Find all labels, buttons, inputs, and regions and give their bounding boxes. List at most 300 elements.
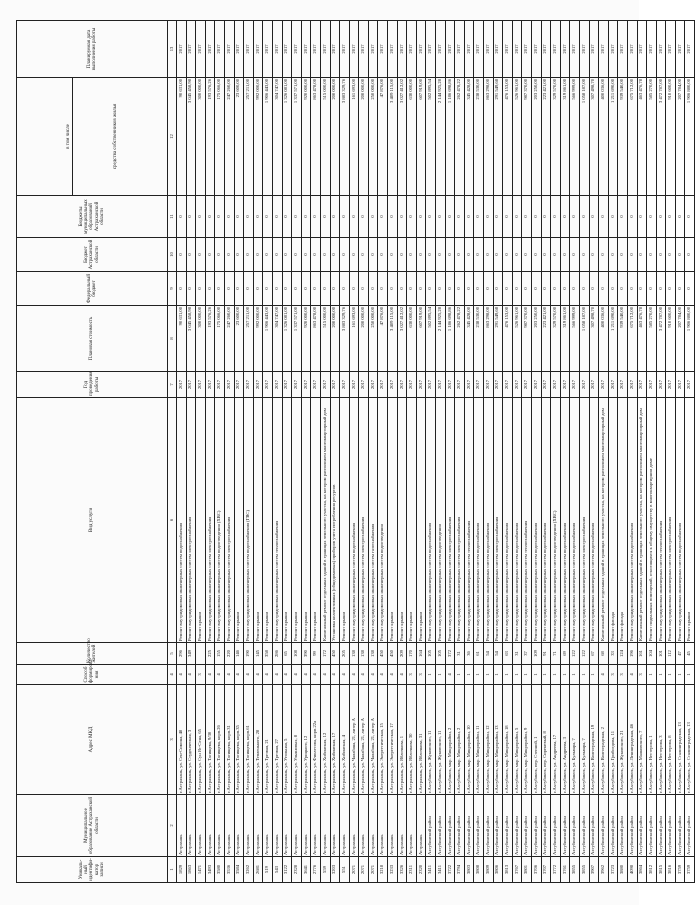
table-cell: 2017 — [205, 21, 215, 78]
table-cell: 390 — [301, 643, 311, 665]
table-cell: 0 — [608, 238, 618, 272]
table-cell: 0 — [608, 196, 618, 238]
table-cell: 0 — [349, 272, 359, 306]
table-cell: 0 — [656, 238, 666, 272]
table-cell: г.Ахтубинск, мкр. Микрорайон, 13 — [493, 685, 503, 795]
table-cell: Капитальный ремонт отдельных зданий в границах земельного участка, на котором расположен многоквартирный дом — [637, 398, 647, 643]
table-cell: 0 — [301, 238, 311, 272]
table-cell: 526 961,00 — [512, 306, 522, 372]
table-cell: г.Астрахань, ул. Энергетическая, 17 — [388, 685, 398, 795]
table-cell: 3 409 115,00 — [388, 306, 398, 372]
table-cell: 2017 — [541, 372, 551, 398]
table-cell: 0 — [253, 272, 263, 306]
table-cell: 526 961,00 — [512, 78, 522, 196]
table-cell: 0 — [407, 238, 417, 272]
table-cell: Астрахань — [368, 795, 378, 857]
table-cell: 0 — [224, 238, 234, 272]
table-cell: 0 — [589, 272, 599, 306]
table-cell: 0 — [388, 196, 398, 238]
table-cell: 2 144 925,28 — [436, 78, 446, 196]
table-cell: Ремонт внутридомовых инженерных систем теплоснабжения — [522, 398, 532, 643]
table-cell: 3767 — [512, 857, 522, 883]
table-cell: 0 — [627, 238, 637, 272]
table-row — [320, 21, 330, 883]
table-cell: 223 421,00 — [541, 78, 551, 196]
table-cell: 0 — [253, 196, 263, 238]
table-cell: 939 540,00 — [618, 306, 628, 372]
table-cell: 0 — [320, 272, 330, 306]
table-cell: 3641 — [301, 857, 311, 883]
table-cell: 0 — [272, 272, 282, 306]
table-cell: 1 211 690,00 — [608, 306, 618, 372]
table-cell: 0 — [455, 272, 465, 306]
table-cell: 0 — [301, 196, 311, 238]
table-cell: 2017 — [541, 21, 551, 78]
table-cell: Астрахань — [330, 795, 340, 857]
table-cell: г.Ахтубинск, мкр. Микрорайон, 11 — [474, 685, 484, 795]
table-cell: Ахтубинский район — [599, 795, 609, 857]
table-cell: 939 540,00 — [618, 78, 628, 196]
table-cell: Ремонт внутридомовых инженерных систем водоснабжения — [570, 398, 580, 643]
table-row — [627, 21, 637, 883]
table-cell: 910 600,00 — [666, 306, 676, 372]
table-row — [484, 21, 494, 883]
table-cell: 54 — [484, 643, 494, 665]
table-cell: 0 — [608, 272, 618, 306]
table-cell: 0 — [378, 272, 388, 306]
table-cell: 1 058 187,00 — [579, 306, 589, 372]
table-row — [340, 21, 350, 883]
table-cell — [196, 643, 206, 665]
table-cell: 0 — [445, 238, 455, 272]
table-cell: 0 — [301, 272, 311, 306]
table-cell: 0 — [512, 272, 522, 306]
table-cell: 2017 — [637, 21, 647, 78]
table-cell: Ахтубинский район — [474, 795, 484, 857]
column-number-row — [168, 21, 177, 883]
table-cell: 250 000,00 — [368, 306, 378, 372]
table-cell: г.Астрахань, ул. Хибинская, 17 — [330, 685, 340, 795]
table-cell: 0 — [637, 196, 647, 238]
table-cell: 0 — [675, 238, 685, 272]
table-cell: 1 — [522, 665, 532, 685]
table-cell: 2017 — [397, 21, 407, 78]
column-number: 4 — [168, 665, 177, 685]
table-cell: Ремонт внутридомовых инженерных систем электроснабжения — [445, 398, 455, 643]
table-cell: 109 — [531, 643, 541, 665]
table-cell: 0 — [493, 196, 503, 238]
table-cell: 0 — [599, 272, 609, 306]
table-cell: 37 — [522, 643, 532, 665]
table-cell: 4 — [320, 665, 330, 685]
header-cell: Бюджет Астраханской области — [17, 238, 168, 272]
table-cell: 3801 — [522, 857, 532, 883]
table-cell: Ремонт крыши — [397, 398, 407, 643]
table-cell: Ахтубинский район — [666, 795, 676, 857]
table-cell: 54 — [493, 643, 503, 665]
table-cell: 0 — [618, 196, 628, 238]
table-row — [436, 21, 446, 883]
table-cell: 2017 — [234, 21, 244, 78]
table-row — [416, 21, 426, 883]
table-row — [234, 21, 244, 883]
column-number: 6 — [168, 398, 177, 643]
table-cell: 2017 — [599, 372, 609, 398]
table-cell: 3 045 458,98 — [186, 78, 196, 196]
table-cell: г.Ахтубинск, мкр. Микрорайон, 5 — [512, 685, 522, 795]
table-cell: 0 — [196, 196, 206, 238]
table-cell: 515 000,00 — [320, 78, 330, 196]
table-cell: 1863 — [186, 857, 196, 883]
table-cell: 450 — [378, 643, 388, 665]
table-row — [445, 21, 455, 883]
table-cell: 1 — [685, 665, 695, 685]
table-cell: Ахтубинский район — [436, 795, 446, 857]
table-cell: 992 000,00 — [253, 78, 263, 196]
table-cell: 161 693,00 — [349, 78, 359, 196]
table-cell: Ахтубинский район — [627, 795, 637, 857]
table-cell: 566 999,00 — [570, 78, 580, 196]
table-cell: Ремонт внутридомовых инженерных систем водоснабжения — [349, 398, 359, 643]
table-header — [17, 21, 177, 883]
table-cell: 0 — [666, 238, 676, 272]
table-cell: 329 570,00 — [551, 306, 561, 372]
table-row — [244, 21, 254, 883]
table-cell: 2017 — [263, 21, 273, 78]
table-cell: 0 — [656, 272, 666, 306]
table-cell: 0 — [177, 196, 187, 238]
table-cell: 200 000,00 — [359, 78, 369, 196]
table-cell: Ахтубинский район — [570, 795, 580, 857]
table-cell: 4 — [263, 665, 273, 685]
table-row — [397, 21, 407, 883]
table-cell: 0 — [685, 272, 695, 306]
table-cell: 104 — [647, 643, 657, 665]
table-row — [301, 21, 311, 883]
table-cell: 0 — [272, 196, 282, 238]
table-row — [378, 21, 388, 883]
table-cell: Астрахань — [224, 795, 234, 857]
table-cell: 65 — [282, 643, 292, 665]
table-cell: Астрахань — [320, 795, 330, 857]
table-cell: 262 478,22 — [455, 78, 465, 196]
table-cell: 0 — [426, 272, 436, 306]
table-cell: 1 — [464, 665, 474, 685]
table-cell: 2017 — [282, 372, 292, 398]
table-cell: 2017 — [340, 372, 350, 398]
table-cell: 2017 — [196, 372, 206, 398]
table-cell: 0 — [311, 238, 321, 272]
table-cell: 0 — [177, 238, 187, 272]
table-row — [637, 21, 647, 883]
table-cell: Астрахань — [177, 795, 187, 857]
table-cell: 675 712,00 — [627, 78, 637, 196]
table-cell: Ремонт фасада — [608, 398, 618, 643]
table-cell: Ремонт крыши — [292, 398, 302, 643]
table-cell: 3864 — [637, 857, 647, 883]
table-cell: 209 — [397, 643, 407, 665]
table-cell: 304 747,00 — [272, 78, 282, 196]
table-cell: 1 — [551, 665, 561, 685]
table-cell: 0 — [388, 272, 398, 306]
table-cell: 0 — [685, 238, 695, 272]
table-cell: 607 919,00 — [416, 78, 426, 196]
table-row — [512, 21, 522, 883]
table-cell: 175 066,00 — [215, 78, 225, 196]
column-number: 9 — [168, 272, 177, 306]
table-cell: 0 — [647, 196, 657, 238]
table-cell: 2017 — [464, 372, 474, 398]
table-cell: 161 693,00 — [349, 306, 359, 372]
table-cell: Астрахань — [388, 795, 398, 857]
table-cell: 0 — [522, 272, 532, 306]
table-cell: 3 472 787,00 — [656, 306, 666, 372]
table-cell: 2017 — [253, 21, 263, 78]
table-cell: Астрахань — [292, 795, 302, 857]
table-cell: 0 — [205, 238, 215, 272]
table-cell: 2017 — [618, 372, 628, 398]
table-cell: г.Ахтубинск, мкр. Микрорайон, 10 — [464, 685, 474, 795]
table-row — [560, 21, 570, 883]
table-cell: 1 906 443,00 — [263, 78, 273, 196]
table-cell: 91 — [541, 643, 551, 665]
table-cell: 0 — [330, 196, 340, 238]
table-cell: 307 498,70 — [589, 306, 599, 372]
table-cell: 4 — [368, 665, 378, 685]
table-cell: 1 — [560, 665, 570, 685]
table-cell: 0 — [416, 196, 426, 238]
table-cell: 2017 — [224, 372, 234, 398]
table-cell: 1 — [503, 665, 513, 685]
table-cell: 304 747,00 — [272, 306, 282, 372]
table-cell: 190 — [244, 643, 254, 665]
column-number: 5 — [168, 643, 177, 665]
table-cell: г.Астрахань, ул. Яблочкова, 30 — [407, 685, 417, 795]
table-cell: 0 — [618, 272, 628, 306]
table-row — [263, 21, 273, 883]
table-cell: 2017 — [647, 21, 657, 78]
table-cell: г.Ахтубинск, ул. Сталинградская, 13 — [685, 685, 695, 795]
table-cell: 2017 — [589, 372, 599, 398]
table-cell: 307 498,70 — [589, 78, 599, 196]
table-cell: 400 036,00 — [599, 78, 609, 196]
table-cell: Ремонт внутридомовых инженерных систем водоснабжения — [177, 398, 187, 643]
table-cell: Ахтубинский район — [551, 795, 561, 857]
table-cell: 4 — [388, 665, 398, 685]
table-cell: 0 — [272, 238, 282, 272]
table-cell: 2017 — [656, 372, 666, 398]
table-row — [426, 21, 436, 883]
table-cell: 2681 — [253, 857, 263, 883]
table-cell: 122 — [570, 643, 580, 665]
table-cell: 0 — [599, 238, 609, 272]
table-cell: Ахтубинский район — [493, 795, 503, 857]
table-row — [349, 21, 359, 883]
table-cell: Ремонт внутридомовых инженерных систем водоотведения (XBC) — [215, 398, 225, 643]
table-cell: 1 — [589, 665, 599, 685]
table-cell: Ремонт внутридомовых инженерных систем электроснабжения — [205, 398, 215, 643]
table-row — [656, 21, 666, 883]
table-cell: 2017 — [685, 372, 695, 398]
table-cell: Ремонт внутридомовых инженерных систем водоснабжения (ГВС) — [244, 398, 254, 643]
table-row — [407, 21, 417, 883]
table-cell: 0 — [244, 272, 254, 306]
table-cell: 3759 — [675, 857, 685, 883]
table-cell: 200 000,00 — [359, 306, 369, 372]
table-cell: 3 — [608, 665, 618, 685]
table-cell: 450 — [330, 643, 340, 665]
table-cell: 2017 — [215, 21, 225, 78]
table-cell: 2017 — [637, 372, 647, 398]
table-cell: 463 476,78 — [637, 78, 647, 196]
table-cell: г.Астрахань, ул. Татищева, 9/30 — [205, 685, 215, 795]
table-cell: 238 530,00 — [474, 78, 484, 196]
table-cell: 2017 — [311, 21, 321, 78]
table-cell: 0 — [282, 196, 292, 238]
table-cell: 4 — [359, 665, 369, 685]
table-cell: 551 — [340, 857, 350, 883]
table-cell: 108 — [292, 643, 302, 665]
table-cell: 3580 — [215, 857, 225, 883]
table-cell: 2017 — [426, 21, 436, 78]
table-cell: 3772 — [551, 857, 561, 883]
table-cell: Ремонт крыши — [301, 398, 311, 643]
table-cell: 0 — [359, 238, 369, 272]
table-cell: 2311 — [407, 857, 417, 883]
table-cell: г.Ахтубинск, ул. Грибоедова, 11 — [608, 685, 618, 795]
table-row — [541, 21, 551, 883]
table-cell: 476 153,00 — [503, 306, 513, 372]
table-cell: Ремонт внутридомовых инженерных систем теплоснабжения — [272, 398, 282, 643]
table-cell: 262 478,22 — [455, 306, 465, 372]
table-cell: 1 906 443,00 — [263, 306, 273, 372]
table-row — [570, 21, 580, 883]
table-row — [589, 21, 599, 883]
table-cell: 0 — [579, 196, 589, 238]
table-cell: 559 — [320, 857, 330, 883]
table-cell: Ремонт крыши — [311, 398, 321, 643]
table-cell: 0 — [599, 196, 609, 238]
table-cell: 3 — [618, 665, 628, 685]
table-cell: Ремонт внутридомовых инженерных систем электроснабжения — [666, 398, 676, 643]
table-cell: Ремонт внутридомовых инженерных систем водоснабжения — [426, 398, 436, 643]
table-cell: 519 — [263, 857, 273, 883]
table-cell: 220 — [224, 643, 234, 665]
table-cell: 207 784,00 — [675, 78, 685, 196]
table-cell: 372 — [445, 643, 455, 665]
table-cell: 0 — [579, 238, 589, 272]
table-cell: 863 298,00 — [484, 306, 494, 372]
table-cell: 4 — [234, 665, 244, 685]
table-cell: 2017 — [301, 21, 311, 78]
table-cell: г.Астрахань, ул. Чалабяна, 21, литер А — [359, 685, 369, 795]
table-cell: 2017 — [416, 21, 426, 78]
table-cell: 0 — [656, 196, 666, 238]
header-cell: Федеральный бюджет — [17, 272, 168, 306]
table-cell: 61 — [474, 643, 484, 665]
table-row — [186, 21, 196, 883]
table-cell: 205 — [340, 643, 350, 665]
table-cell: 0 — [666, 196, 676, 238]
table-cell: 3907 — [589, 857, 599, 883]
table-cell: 105 — [436, 643, 446, 665]
table-row — [253, 21, 263, 883]
table-cell: 0 — [320, 238, 330, 272]
column-number: 1 — [168, 857, 177, 883]
table-cell: Капитальный ремонт отдельных зданий в границах земельного участка, на котором расположен многоквартирный дом — [599, 398, 609, 643]
table-cell: г.Астрахань, ул. Ульяновых, 8 — [292, 685, 302, 795]
column-number: 7 — [168, 372, 177, 398]
table-cell: 203 250,00 — [531, 78, 541, 196]
table-cell: 2071 — [359, 857, 369, 883]
table-cell: 170 — [407, 643, 417, 665]
table-cell: 31 — [512, 643, 522, 665]
table-cell: Астрахань — [301, 795, 311, 857]
table-row — [503, 21, 513, 883]
header-row — [17, 21, 168, 883]
table-cell: 0 — [436, 196, 446, 238]
table-cell: 2017 — [474, 21, 484, 78]
table-cell: Астрахань — [407, 795, 417, 857]
header-cell: Вид услуги — [17, 398, 168, 643]
table-row — [666, 21, 676, 883]
table-cell: Астрахань — [186, 795, 196, 857]
table-cell: 2017 — [253, 372, 263, 398]
table-cell: 502 895,54 — [426, 78, 436, 196]
table-cell: 502 895,54 — [426, 306, 436, 372]
table-cell: 863 478,00 — [311, 306, 321, 372]
table-cell: г.Ахтубинск, ул. Бульвара, 7 — [579, 685, 589, 795]
table-cell: 0 — [541, 272, 551, 306]
table-cell: 920 000,00 — [301, 306, 311, 372]
table-cell: Ахтубинский район — [512, 795, 522, 857]
table-cell: 1 — [455, 665, 465, 685]
table-cell: 0 — [311, 272, 321, 306]
table-cell: Ремонт крыши — [196, 398, 206, 643]
table-cell: 250 000,00 — [368, 78, 378, 196]
table-cell: 476 153,00 — [503, 78, 513, 196]
table-cell: 2017 — [551, 372, 561, 398]
table-cell: 3 027 412,02 — [397, 78, 407, 196]
table-cell: Ремонт внутридомовых инженерных систем электроснабжения — [579, 398, 589, 643]
table-cell: Астрахань — [378, 795, 388, 857]
table-cell: 3880 — [618, 857, 628, 883]
table-row — [599, 21, 609, 883]
table-cell: 2017 — [359, 21, 369, 78]
table-cell: г.Ахтубинск, мкр. Микрорайон, 2 — [445, 685, 455, 795]
table-cell: 863 298,00 — [484, 78, 494, 196]
table-cell: 0 — [560, 238, 570, 272]
table-cell: 138 — [368, 643, 378, 665]
table-cell: 2017 — [282, 21, 292, 78]
table-cell: Ремонт подвальных помещений, относящихся к общему имуществу в многоквартирном доме — [647, 398, 657, 643]
table-row — [224, 21, 234, 883]
header-cell-label: средства собственников жилья — [112, 103, 118, 170]
table-cell: 33 — [608, 643, 618, 665]
table-cell: Ремонт внутридомовых инженерных систем водоотведения — [378, 398, 388, 643]
table-cell: 0 — [560, 196, 570, 238]
table-cell: Ремонт внутридомовых инженерных систем электроснабжения — [493, 398, 503, 643]
table-cell: 2017 — [378, 372, 388, 398]
table-cell: Ремонт внутридомовых инженерных систем водоснабжения — [512, 398, 522, 643]
table-cell: 3813 — [503, 857, 513, 883]
table-row — [368, 21, 378, 883]
table-cell: Астрахань — [196, 795, 206, 857]
table-cell: 0 — [627, 272, 637, 306]
table-cell: 1 — [531, 665, 541, 685]
table-cell: 2017 — [416, 372, 426, 398]
table-cell: 1 — [579, 665, 589, 685]
